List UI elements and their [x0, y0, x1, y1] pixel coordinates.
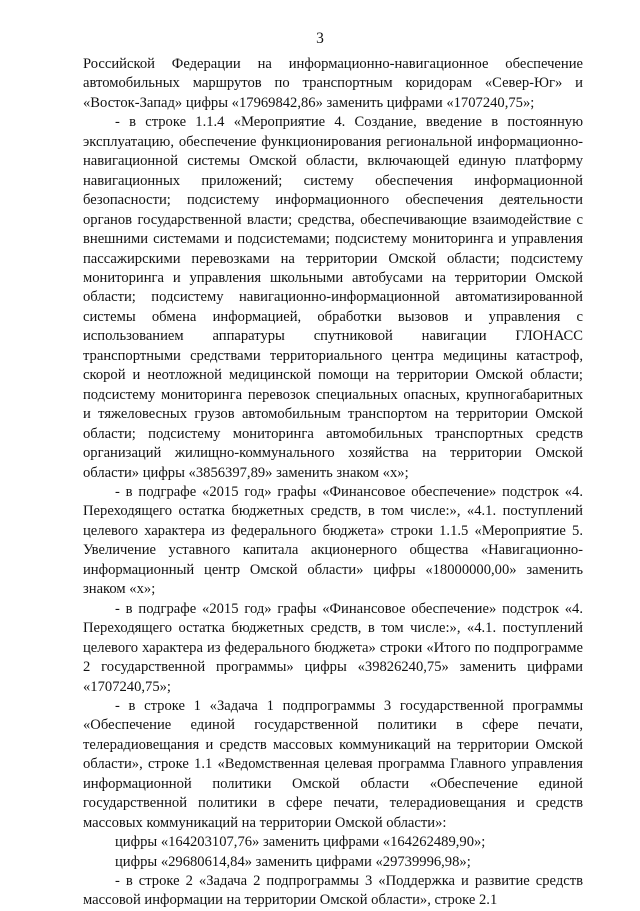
paragraph: - в подграфе «2015 год» графы «Финансовое обеспечение» подстрок «4. Переходящего остатка бюджетных средств, в том числе:», «4.1. поступлений целевого характера из федерального бюджета» строки 1.1.5 «Мероприятие 5. Увеличение уставного капитала акционерного общества «Навигационно-информационный центр Омской области» цифры «18000000,00» заменить знаком «х»;: [83, 483, 583, 598]
paragraph: цифры «164203107,76» заменить цифрами «164262489,90»;: [115, 834, 486, 851]
paragraph: - в подграфе «2015 год» графы «Финансовое обеспечение» подстрок «4. Переходящего остатка бюджетных средств, в том числе:», «4.1. поступлений целевого характера из федерального бюджета» строки «Итого по подпрограмме 2 государственной программы» цифры «39826240,75» заменить цифрами «1707240,75»;: [83, 600, 583, 695]
paragraph: - в строке 1 «Задача 1 подпрограммы 3 государственной программы «Обеспечение единой государственной политики в сфере печати, телерадиовещания и средств массовых коммуникаций на территории Омской области», строке 1.1 «Ведомственная целевая программа Главного управления информационной политики Омской области «Обеспечение единой государственной политики в сфере печати, телерадиовещания и средств массовых коммуникаций на территории Омской области»:: [83, 697, 583, 831]
page-number: 3: [316, 30, 324, 47]
document-body: [83, 55, 583, 911]
paragraph: - в строке 1.1.4 «Мероприятие 4. Создание, введение в постоянную эксплуатацию, обеспечение функционирования региональной информационно-навигационной системы Омской области, включающей единую платформу навигационных приложений; систему обеспечения информационной безопасности; подсистему информационного обеспечения деятельности органов государственной власти; средства, обеспечивающие взаимодействие с внешними системами и подсистемами; подсистему мониторинга и управления пассажирскими перевозками на территории Омской области; подсистему мониторинга и управления школьными автобусами на территории Омской области; подсистему навигационно-информационной автоматизированной системы обмена информацией, обработки вызовов и управления с использованием аппаратуры спутниковой навигации ГЛОНАСС транспортными средствами территориального центра медицины катастроф, скорой и неотложной медицинской помощи на территории Омской области; подсистему мониторинга перевозок специальных опасных, крупногабаритных и тяжеловесных грузов автомобильным транспортом на территории Омской области; подсистему мониторинга автомобильных транспортных средств организаций жилищно-коммунального хозяйства на территории Омской области» цифры «3856397,89» заменить знаком «х»;: [83, 114, 583, 481]
paragraph: цифры «29680614,84» заменить цифрами «29739996,98»;: [115, 853, 471, 870]
paragraph: Российской Федерации на информационно-навигационное обеспечение автомобильных маршрутов по транспортным коридорам «Север-Юг» и «Восток-Запад» цифры «17969842,86» заменить цифрами «1707240,75»;: [83, 56, 583, 111]
paragraph: - в строке 2 «Задача 2 подпрограммы 3 «Поддержка и развитие средств массовой информации на территории Омской области», строке 2.1: [83, 873, 583, 909]
